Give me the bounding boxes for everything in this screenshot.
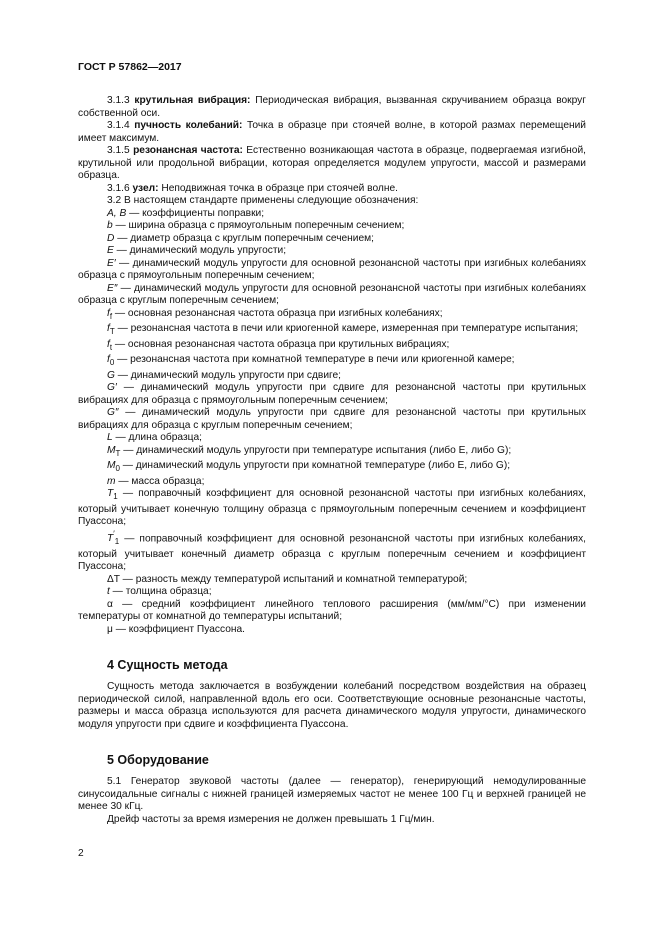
section-5-paragraph-1: 5.1 Генератор звуковой частоты (далее — генератор), генерирующий немодулированные синусоидальные сигналы с нижней границей измеряемых частот не менее 100 Гц и верхней границей не менее 30 кГц. [78,776,586,813]
definition-term: крутильная вибрация: [134,95,251,106]
symbol: b [107,220,113,231]
symbol-description: — масса образца; [115,475,205,487]
symbol-item [78,586,586,599]
symbol: E [107,245,114,256]
section-5-paragraph-2: Дрейф частоты за время измерения не должен превышать 1 Гц/мин. [107,813,435,825]
definition-number: 3.1.3 [107,95,135,106]
section-4-title: 4 Сущность метода [107,658,228,673]
document-body [78,95,586,826]
symbol-item [78,460,586,476]
symbol-description: — ширина образца с прямоугольным поперечным сечением; [112,220,405,231]
symbol-description: — толщина образца; [109,586,212,598]
symbol: t [107,586,110,598]
symbol-description: — резонансная частота в печи или криогенной камере, измеренная при температуре испытания; [114,323,579,335]
symbol-description: — резонансная частота при комнатной температуре в печи или криогенной камере; [114,354,515,366]
definition-term: узел: [132,182,159,194]
definition-term: пучность колебаний: [134,120,243,131]
symbol-description: — динамический модуль упругости при сдвиге для резонансной частоты при крутильных вибрациях для образца с круглым поперечным сечением; [78,407,586,431]
symbol-item [78,445,586,461]
symbol-description: — динамический модуль упругости при комнатной температуре (либо E, либо G); [119,460,511,472]
symbol: m [107,475,116,487]
symbol-description: — коэффициенты поправки; [126,207,265,219]
symbols-intro: 3.2 В настоящем стандарте применены следующие обозначения: [107,195,419,206]
symbol: μ [107,623,113,635]
symbol: $M_0$ [107,460,120,474]
symbol: $f_T$ [107,323,115,337]
definition-item [78,120,586,145]
section-4-text: Сущность метода заключается в возбуждении колебаний посредством воздействия на образец периодической силой, направленной вдоль его оси. Соответствующие основные резонансные частоты, размеры и масса образца используются для расчета динамического модуля упругости, динамического модуля упругости при сдвиге и коэффициента Пуассона. [78,681,586,730]
symbol-item [78,354,586,370]
symbols-list [78,208,586,637]
definition-text: Точка в образце при стоячей волне, в которой размах перемещений имеет максимум. [78,120,586,144]
symbol-item [78,407,586,432]
symbol-item [78,370,586,383]
symbol-item [78,599,586,624]
definition-text: Периодическая вибрация, вызванная скручиванием образца вокруг собственной оси. [78,95,586,119]
symbol-item [78,283,586,308]
symbol: G″ [107,407,119,419]
symbol-item [78,574,586,587]
symbol-description: — основная резонансная частота образца при изгибных колебаниях; [112,307,443,319]
symbol-description: — динамический модуль упругости для основной резонансной частоты при изгибных колебаниях образца с прямоугольным поперечным сечением; [78,257,586,281]
symbol-description: — длина образца; [112,432,202,444]
symbol-description: — диаметр образца с круглым поперечным сечением; [114,232,374,244]
symbol-item [78,624,586,637]
symbol-item [78,382,586,407]
symbol-description: — динамический модуль упругости при сдвиге; [114,369,342,381]
symbol-description: — поправочный коэффициент для основной резонансной частоты при изгибных колебаниях, который учитывает конечную толщину образца с прямоугольным поперечным сечением и коэффициент Пуассона; [78,488,586,528]
section-5-title: 5 Оборудование [107,753,209,768]
page-number: 2 [78,848,84,859]
symbol: $T'_1$ [107,529,120,547]
symbol: D [107,232,115,244]
definition-text: Неподвижная точка в образце при стоячей волне. [158,182,398,194]
symbol-description: — средний коэффициент линейного теплового расширения (мм/мм/°C) при изменении температуры от комнатной до температуры испытаний; [78,598,586,623]
symbol-item [78,245,586,258]
symbol-item [78,476,586,489]
definition-text: Естественно возникающая частота в образце, подвергаемая изгибной, крутильной или продольной вибрации, которая определяется модулем упругости, массой и размерами образца. [78,145,586,181]
symbol: $f_t$ [107,338,113,352]
symbol: $f_0$ [107,354,115,368]
symbol-description: — разность между температурой испытаний и комнатной температурой; [119,573,468,585]
symbol: G [107,369,115,381]
symbol-item [78,339,586,355]
symbol-description: — динамический модуль упругости при сдвиге для резонансной частоты при крутильных вибрациях для образца с прямоугольным поперечным сечением; [78,382,586,406]
definition-number: 3.1.4 [107,120,135,131]
definition-number: 3.1.6 [107,182,133,194]
definition-item [78,183,586,196]
symbol-item [78,220,586,233]
symbol: $T_1$ [107,488,118,502]
symbol-item [78,233,586,246]
symbol: ΔT [107,573,120,585]
symbol-item [78,488,586,529]
symbol-description: — поправочный коэффициент для основной резонансной частоты при изгибных колебаниях, который учитывает конечный диаметр образца с круглым поперечным сечением и коэффициент Пуассона; [78,533,586,573]
symbol-description: — основная резонансная частота образца при крутильных вибрациях; [112,338,450,350]
symbol-description: — коэффициент Пуассона. [112,623,245,635]
symbol-description: — динамический модуль упругости; [113,245,287,256]
symbol-item [78,308,586,324]
symbol-description: — динамический модуль упругости для основной резонансной частоты при изгибных колебаниях образца с круглым поперечным сечением; [78,282,586,306]
definition-item [78,145,586,183]
symbol-item [78,432,586,445]
document-header: ГОСТ Р 57862—2017 [78,61,182,73]
symbol: L [107,432,113,444]
definition-number: 3.1.5 [107,145,134,156]
symbol: α [107,598,113,610]
symbol-item [78,258,586,283]
symbol: E″ [107,282,118,294]
symbol: $M_T$ [107,444,121,458]
symbol: E′ [107,257,116,269]
symbol-item [78,529,586,574]
symbol-item [78,208,586,221]
symbol: $f_f$ [107,307,113,321]
definitions-list [78,95,586,195]
definition-item [78,95,586,120]
symbol-description: — динамический модуль упругости при температуре испытания (либо E, либо G); [120,444,512,456]
symbol: A, B [107,207,127,219]
symbol-item [78,323,586,339]
symbol: G′ [107,382,117,394]
definition-term: резонансная частота: [133,145,243,156]
